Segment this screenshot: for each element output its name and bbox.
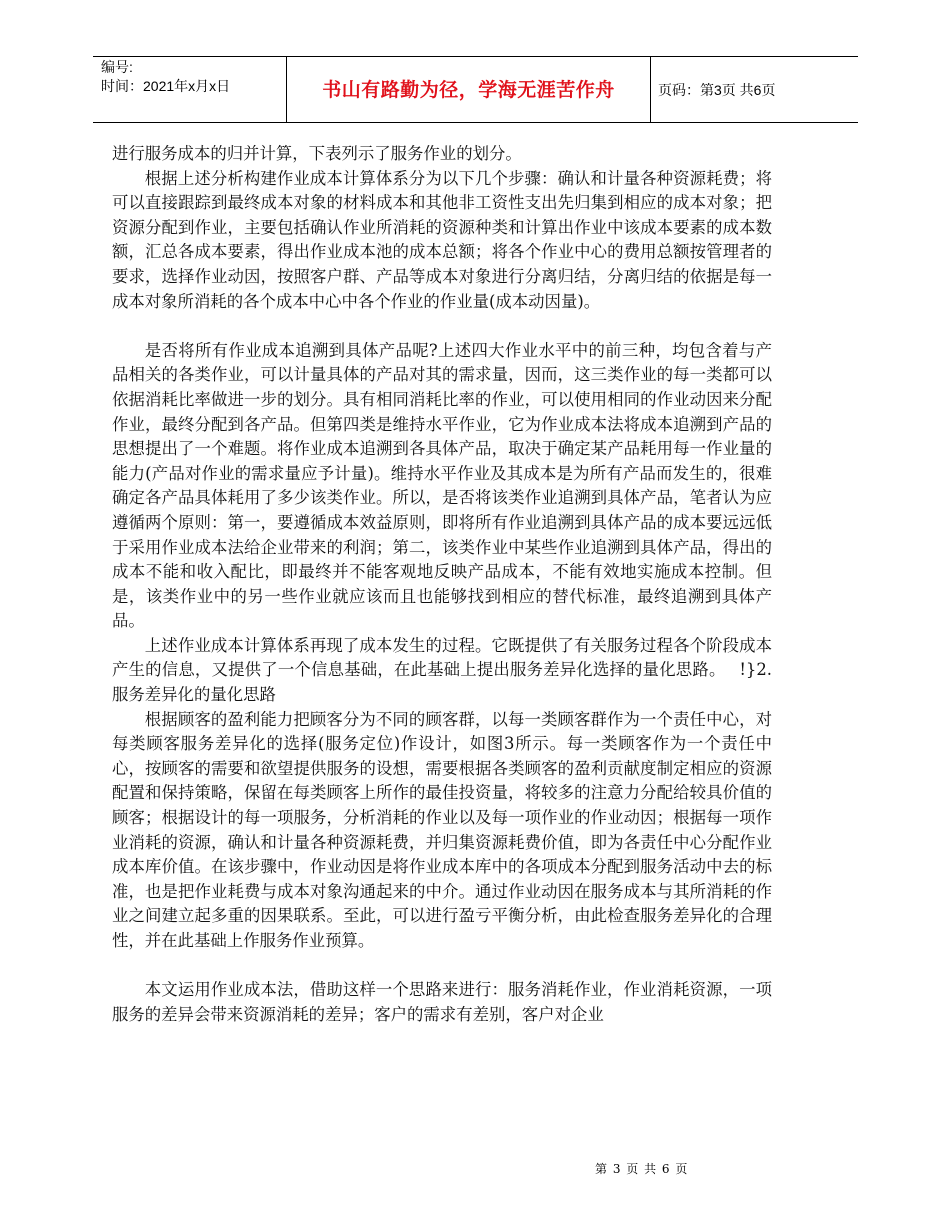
paragraph-cost-tracing: 是否将所有作业成本追溯到具体产品呢?上述四大作业水平中的前三种，均包含着与产品相关的各类作业，可以计量具体的产品对其的需求量，因而，这三类作业的每一类都可以依据消耗比率做进一步的划分。具有相同消耗比率的作业，可以使用相同的作业动因来分配作业，最终分配到各产品。但第四类是维持水平作业，它为作业成本法将成本追溯到产品的思想提出了一个难题。将作业成本追溯到各具体产品，取决于确定某产品耗用每一作业量的能力(产品对作业的需求量应予计量)。维持水平作业及其成本是为所有产品而发生的，很难确定各产品具体耗用了多少该类作业。所以，是否将该类作业追溯到具体产品，笔者认为应遵循两个原则：第一，要遵循成本效益原则，即将所有作业追溯到具体产品的成本要远远低于采用作业成本法给企业带来的利润；第二，该类作业中某些作业追溯到具体产品，得出的成本不能和收入配比，即最终并不能客观地反映产品成本，不能有效地实施成本控制。但是，该类作业中的另一些作业就应该而且也能够找到相应的替代标准，最终追溯到具体产品。 — [112, 340, 772, 631]
paragraph-continuation: 进行服务成本的归并计算，下表列示了服务作业的划分。 — [112, 144, 522, 163]
header-top-rule — [93, 56, 858, 57]
paragraph-method-summary: 本文运用作业成本法，借助这样一个思路来进行：服务消耗作业，作业消耗资源，一项服务的差异会带来资源消耗的差异；客户的需求有差别，客户对企业 — [112, 980, 772, 1024]
header-page-info: 页码：第3页 共6页 — [658, 82, 776, 98]
document-time-label: 时间：2021年x月x日 — [101, 78, 231, 94]
paragraph-customer-groups: 根据顾客的盈利能力把顾客分为不同的顾客群，以每一类顾客群作为一个责任中心，对每类顾客服务差异化的选择(服务定位)作设计，如图3所示。每一类顾客作为一个责任中心，按顾客的需要和欲望提供服务的设想，需要根据各类顾客的盈利贡献度制定相应的资源配置和保持策略，保留在每类顾客上所作的最佳投资量，将较多的注意力分配给较具价值的顾客；根据设计的每一项服务，分析消耗的作业以及每一项作业的作业动因；根据每一项作业消耗的资源，确认和计量各种资源耗费，并归集资源耗费价值，即为各责任中心分配作业成本库价值。在该步骤中，作业动因是将作业成本库中的各项成本分配到服务活动中去的标准，也是把作业耗费与成本对象沟通起来的中介。通过作业动因在服务成本与其所消耗的作业之间建立起多重的因果联系。至此，可以进行盈亏平衡分析，由此检查服务差异化的合理性，并在此基础上作服务作业预算。 — [112, 709, 772, 950]
paragraph-cost-process: 上述作业成本计算体系再现了成本发生的过程。它既提供了有关服务过程各个阶段成本产生的信息，又提供了一个信息基础，在此基础上提出服务差异化选择的量化思路。 !}2.服务差异化的量化思路 — [112, 635, 772, 705]
header-bottom-rule — [93, 122, 858, 123]
page-footer-number: 第 3 页 共 6 页 — [595, 1162, 689, 1176]
header-meta — [101, 58, 230, 96]
document-body — [112, 142, 772, 1027]
header-motto: 书山有路勤为径，学海无涯苦作舟 — [322, 79, 615, 101]
paragraph-cost-system-steps: 根据上述分析构建作业成本计算体系分为以下几个步骤：确认和计量各种资源耗费；将可以直接跟踪到最终成本对象的材料成本和其他非工资性支出先归集到相应的成本对象；把资源分配到作业，主要包括确认作业所消耗的资源种类和计算出作业中该成本要素的成本数额，汇总各成本要素，得出作业成本池的成本总额；将各个作业中心的费用总额按管理者的要求，选择作业动因，按照客户群、产品等成本对象进行分离归结，分离归结的依据是每一成本对象所消耗的各个成本中心中各个作业的作业量(成本动因量)。 — [112, 168, 772, 311]
header-divider-right — [650, 56, 651, 122]
document-number-label: 编号: — [101, 59, 133, 75]
